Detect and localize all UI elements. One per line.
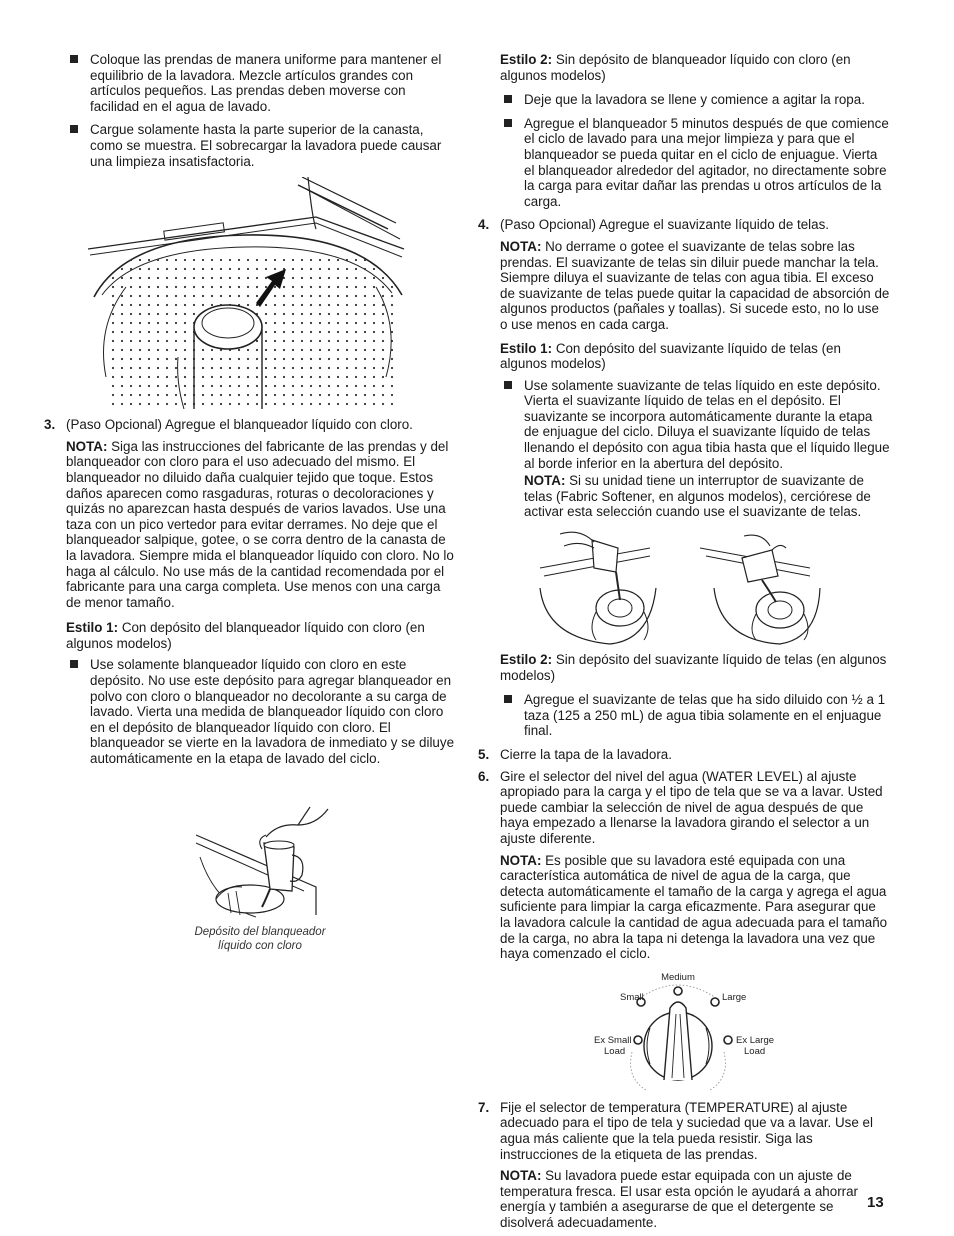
dial-label-ex-small-load: Load: [604, 1045, 626, 1057]
bleach-caption: Depósito del blanqueador líquido con cloro: [194, 925, 326, 952]
bullet-bleach-dispenser: Use solamente blanqueador líquido con cloro en este depósito. No use este depósito para agregar blanqueador en polvo con cloro o blanqueador no decolorante a su carga de lavado. Vierta una medida de blanqueador líquido con cloro en el depósito de blanqueador líquido con cloro. El blanqueador se vierte en la lavadora de inmediato y se diluye automáticamente en la etapa de lavado del ciclo.: [66, 657, 454, 766]
step-3: 3. (Paso Opcional) Agregue el blanqueador líquido con cloro. NOTA: Siga las instrucciones del fabricante de las prendas y del blanqueador con cloro para el uso adecuado del mismo. El blanqueador no diluido daña cualquier tejido que toque. Estos daños aparecen como rasgaduras, roturas o decoloraciones y quizás no aparezcan hasta después de varios lavados. Use una taza con un pico vertedor para evitar derrames. No deje que el blanqueador salpique, gotee, o se corra dentro de la canasta de la lavadora. Siempre mida el blanqueador líquido con cloro. No lo haga al cálculo. No use más de la cantidad recomendada por el fabricante para una carga completa. Use menos con una carga de menor tamaño. Estilo 1: Con depósito del blanqueador líquido con cloro (en algunos modelos) Use solamente blanqueador líquido con cloro en este depósito. No use este depósito para agregar blanqueador en polvo con cloro o blanqueador no decolorante a su carga de lavado. Vierta una medida de blanqueador líquido con cloro en el depósito de blanqueador líquido con cloro. El blanqueador se vierte en la lavadora de inmediato y se diluye automáticamente en la etapa de lavado del ciclo.: [44, 417, 455, 767]
water-level-dial: [500, 968, 890, 1094]
step-6: 6. Gire el selector del nivel del agua (WATER LEVEL) al ajuste apropiado para la carga y el tipo de tela que se va a lavar. Usted puede cambiar la selección de nivel de agua después de que haya empezado a llenarse la lavadora girando el selector a un ajuste diferente. NOTA: Es posible que su lavadora esté equipada con una característica automática de nivel de agua de la carga, que detecta automáticamente el tamaño de la carga y agrega el agua suficiente para limpiar la carga eficazmente. Para asegurar que la lavadora calcule la cantidad de agua adecuada para el tamaño de la carga, no abra la tapa ni detenga la lavadora una vez que haya comenzado el ciclo.: [478, 768, 888, 962]
bullet-fill-agitate: Deje que la lavadora se llene y comience a agitar la ropa.: [500, 92, 890, 108]
bullet-load-evenly: Coloque las prendas de manera uniforme para mantener el equilibrio de la lavadora. Mezcle artículos grandes con artículos pequeños. Las prendas deben moverse con facilidad en el agua de lavado.: [66, 52, 454, 114]
dial-label-ex-large-load: Load: [744, 1045, 766, 1057]
bullet-marker: [504, 381, 512, 389]
softener-dispenser-illustration: [500, 528, 890, 648]
page-number: 13: [867, 1194, 884, 1211]
dial-label-small: Small: [620, 991, 644, 1003]
right-column: Estilo 2: Sin depósito de blanqueador líquido con cloro (en algunos modelos) Deje que la lavadora se llene y comience a agitar la ropa. Agregue el blanqueador 5 minutos después de que comience el ciclo de lavado para una mejor limpieza y para que el blanqueador se pueda quitar en el ciclo de enjuague. Vierta el blanqueador alrededor del agitador, no directamente sobre la carga para evitar dañar las prendas u otros artículos de la carga. 4. (Paso Opcional) Agregue el suavizante líquido de telas. NOTA: No derrame o gotee el suavizante de telas sobre las prendas. El suavizante de telas sin diluir puede manchar la tela. Siempre diluya el suavizante de telas con agua tibia. El exceso de suavizante de telas puede quitar la capacidad de absorción de algunos productos (pañales y toallas). Si sucede esto, no lo use o use menos en cada carga. Estilo 1: Con depósito del suavizante líquido de telas (en algunos modelos) Use solamente suavizante de telas líquido en este depósito. Vierta el suavizante líquido de telas en el depósito. El suavizante se incorpora automáticamente durante la etapa de enjuague del ciclo. Diluya el suavizante líquido de telas llenando el depósito con agua tibia hasta que el líquido llegue al borde inferior en la abertura del depósito. NOTA: Si su unidad tiene un interruptor de suavizante de telas (Fabric Softener, en algunos modelos), cerciórese de activar esta selección cuando use el suavizante de telas. Estilo 2: Sin depósito del suavizante líquido de telas (en algunos modelos) Agregue el suavizante de telas que ha sido diluido con ½ a 1 taza (125 a 250 mL) de agua tibia solamente en el enjuague final. 5. Cierre la tapa de la lavadora. 6. Gire el selector del nivel del agua (WATER LEVEL) al ajuste apropiado para la carga y el tipo de tela que se va a lavar. Usted puede cambiar la selección de nivel de agua después de que haya empezado a llenarse la lavadora girando el selector a un ajuste diferente. NOTA: Es posible que su lavadora esté equipada con una característica automática de nivel de agua de la carga, que detecta automáticamente el tamaño de la carga y agrega el agua suficiente para limpiar la carga eficazmente. Para asegurar que la lavadora calcule la cantidad de agua adecuada para el tamaño de la carga, no abra la tapa ni detenga la lavadora una vez que haya comenzado el ciclo. Medium Small Large Ex Small Load Ex Large Load 7. Fije el selector de temperatura (TEMPERATURE) al ajuste adecuado para el tipo de tela y suciedad que va a lavar. Use el agua más caliente que la tela pueda resistir. Siga las instrucciones de la etiqueta de las prendas. NOTA: Su lavadora puede estar equipada con un ajuste de temperatura fresca. El usar esta opción le ayudará a ahorrar energía y también a asegurarse de que el detergente se disolverá adecuadamente.: [478, 52, 890, 1230]
bullet-load-to-top: Cargue solamente hasta la parte superior de la canasta, como se muestra. El sobrecargar la lavadora puede causar una limpieza insatisfactoria.: [66, 122, 454, 169]
bullet-marker: [504, 119, 512, 127]
left-column: [44, 52, 455, 953]
bullet-marker: [504, 95, 512, 103]
washer-basket-illustration: [66, 177, 446, 409]
bullet-marker: [70, 125, 78, 133]
bullet-softener-dispenser: Use solamente suavizante de telas líquido en este depósito. Vierta el suavizante líquido de telas en el depósito. El suavizante se incorpora automáticamente durante la etapa de enjuague del ciclo. Diluya el suavizante líquido de telas llenando el depósito con agua tibia hasta que el líquido llegue al borde inferior en la abertura del depósito. NOTA: Si su unidad tiene un interruptor de suavizante de telas (Fabric Softener, en algunos modelos), cerciórese de activar esta selección cuando use el suavizante de telas.: [500, 378, 890, 520]
dial-label-ex-small: Ex Small: [594, 1034, 632, 1046]
dial-label-large: Large: [722, 991, 747, 1003]
step-5: 5. Cierre la tapa de la lavadora.: [478, 747, 672, 762]
step-7: 7. Fije el selector de temperatura (TEMPERATURE) al ajuste adecuado para el tipo de tela y suciedad que va a lavar. Use el agua más caliente que la tela pueda resistir. Siga las instrucciones de la etiqueta de las prendas. NOTA: Su lavadora puede estar equipada con un ajuste de temperatura fresca. El usar esta opción le ayudará a ahorrar energía y también a asegurarse de que el detergente se disolverá adecuadamente.: [478, 1099, 873, 1230]
dial-label-medium: Medium: [661, 971, 695, 983]
bullet-diluted-softener: Agregue el suavizante de telas que ha sido diluido con ½ a 1 taza (125 a 250 mL) de agua tibia solamente en el enjuague final.: [500, 692, 890, 739]
softener-pour-left: [540, 532, 656, 644]
softener-pour-right: [700, 535, 820, 644]
step-4: 4. (Paso Opcional) Agregue el suavizante líquido de telas. NOTA: No derrame o gotee el suavizante de telas sobre las prendas. El suavizante de telas sin diluir puede manchar la tela. Siempre diluya el suavizante de telas con agua tibia. El exceso de suavizante de telas puede quitar la capacidad de absorción de algunos productos (pañales y toallas). Si sucede esto, no lo use o use menos en cada carga. Estilo 1: Con depósito del suavizante líquido de telas (en algunos modelos) Use solamente suavizante de telas líquido en este depósito. Vierta el suavizante líquido de telas en el depósito. El suavizante se incorpora automáticamente durante la etapa de enjuague del ciclo. Diluya el suavizante líquido de telas llenando el depósito con agua tibia hasta que el líquido llegue al borde inferior en la abertura del depósito. NOTA: Si su unidad tiene un interruptor de suavizante de telas (Fabric Softener, en algunos modelos), cerciórese de activar esta selección cuando use el suavizante de telas.: [478, 217, 890, 520]
bullet-marker: [504, 695, 512, 703]
bullet-marker: [70, 55, 78, 63]
bullet-marker: [70, 660, 78, 668]
bullet-add-bleach-later: Agregue el blanqueador 5 minutos después de que comience el ciclo de lavado para una mejor limpieza y para que el blanqueador se pueda quitar en el ciclo de enjuague. Vierta el blanqueador alrededor del agitador, no directamente sobre la carga para evitar dañar las prendas u otros artículos de la carga.: [500, 116, 890, 210]
dial-label-ex-large: Ex Large: [736, 1034, 775, 1046]
bleach-dispenser-illustration: [66, 795, 446, 923]
